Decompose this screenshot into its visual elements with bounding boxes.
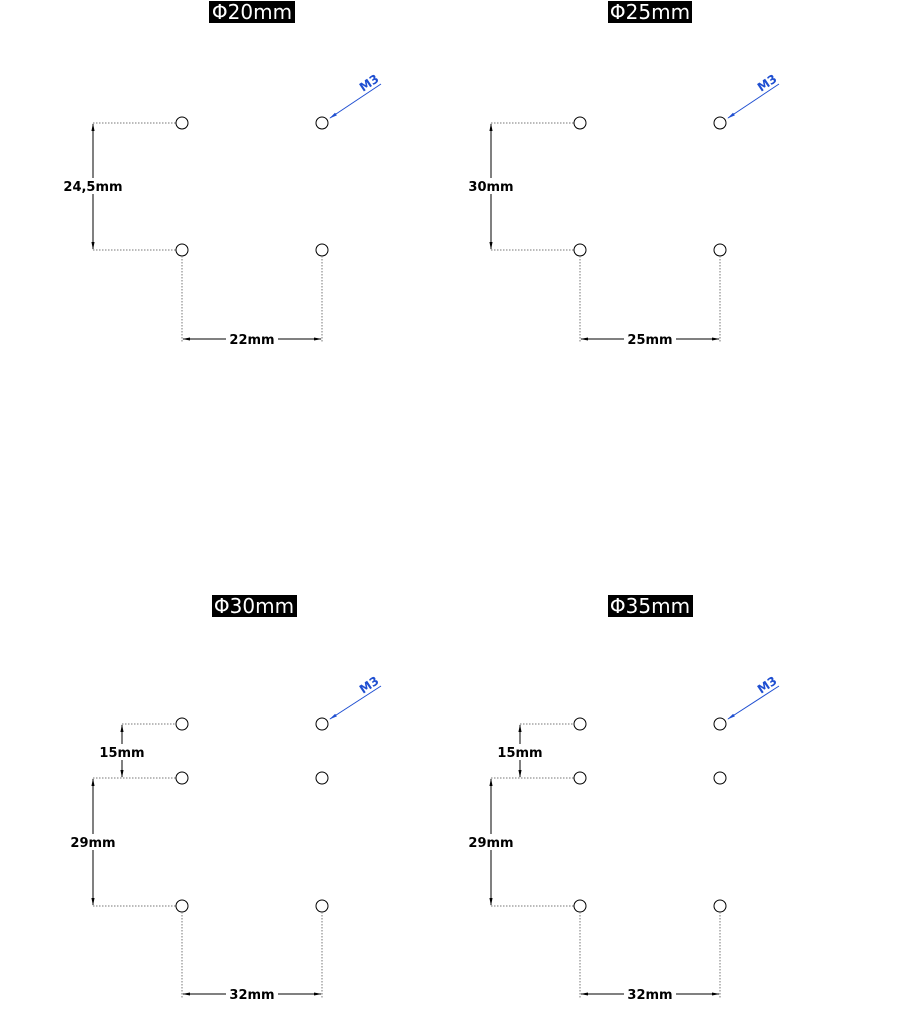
panel-phi25 (466, 0, 780, 348)
vertical-dimension-label: 15mm (99, 746, 145, 761)
mounting-hole (316, 117, 328, 129)
thread-size-label: M3 (356, 673, 382, 697)
mounting-hole (176, 900, 188, 912)
mounting-hole (574, 244, 586, 256)
mounting-hole (316, 772, 328, 784)
panel-title: Φ25mm (609, 0, 691, 24)
mounting-hole (316, 900, 328, 912)
thread-size-label: M3 (754, 71, 780, 95)
horizontal-dimension-label: 25mm (627, 333, 673, 348)
panel-title: Φ20mm (211, 0, 293, 24)
vertical-dimension-label: 30mm (468, 180, 514, 195)
mounting-hole (574, 772, 586, 784)
panel-phi35 (466, 594, 780, 1003)
thread-leader-line (330, 84, 381, 118)
mounting-hole (714, 718, 726, 730)
mounting-hole (714, 117, 726, 129)
thread-leader-line (330, 686, 381, 719)
panel-title: Φ30mm (213, 594, 295, 618)
vertical-dimension-label: 15mm (497, 746, 543, 761)
mounting-hole (574, 900, 586, 912)
horizontal-dimension-label: 22mm (229, 333, 275, 348)
vertical-dimension-label: 29mm (70, 836, 116, 851)
mounting-hole (176, 117, 188, 129)
mounting-hole (316, 244, 328, 256)
panel-title: Φ35mm (609, 594, 691, 618)
thread-leader-line (728, 84, 779, 118)
mounting-hole (714, 900, 726, 912)
mounting-hole (176, 718, 188, 730)
mounting-hole (176, 772, 188, 784)
mounting-hole (316, 718, 328, 730)
thread-size-label: M3 (754, 673, 780, 697)
thread-leader-line (728, 686, 779, 719)
mounting-hole (714, 772, 726, 784)
vertical-dimension-label: 29mm (468, 836, 514, 851)
mounting-hole (574, 117, 586, 129)
horizontal-dimension-label: 32mm (229, 988, 275, 1003)
horizontal-dimension-label: 32mm (627, 988, 673, 1003)
panel-phi30 (68, 594, 382, 1003)
vertical-dimension-label: 24,5mm (63, 180, 123, 195)
mounting-hole (176, 244, 188, 256)
panel-phi20 (63, 0, 382, 348)
thread-size-label: M3 (356, 71, 382, 95)
mounting-hole (574, 718, 586, 730)
mounting-hole (714, 244, 726, 256)
